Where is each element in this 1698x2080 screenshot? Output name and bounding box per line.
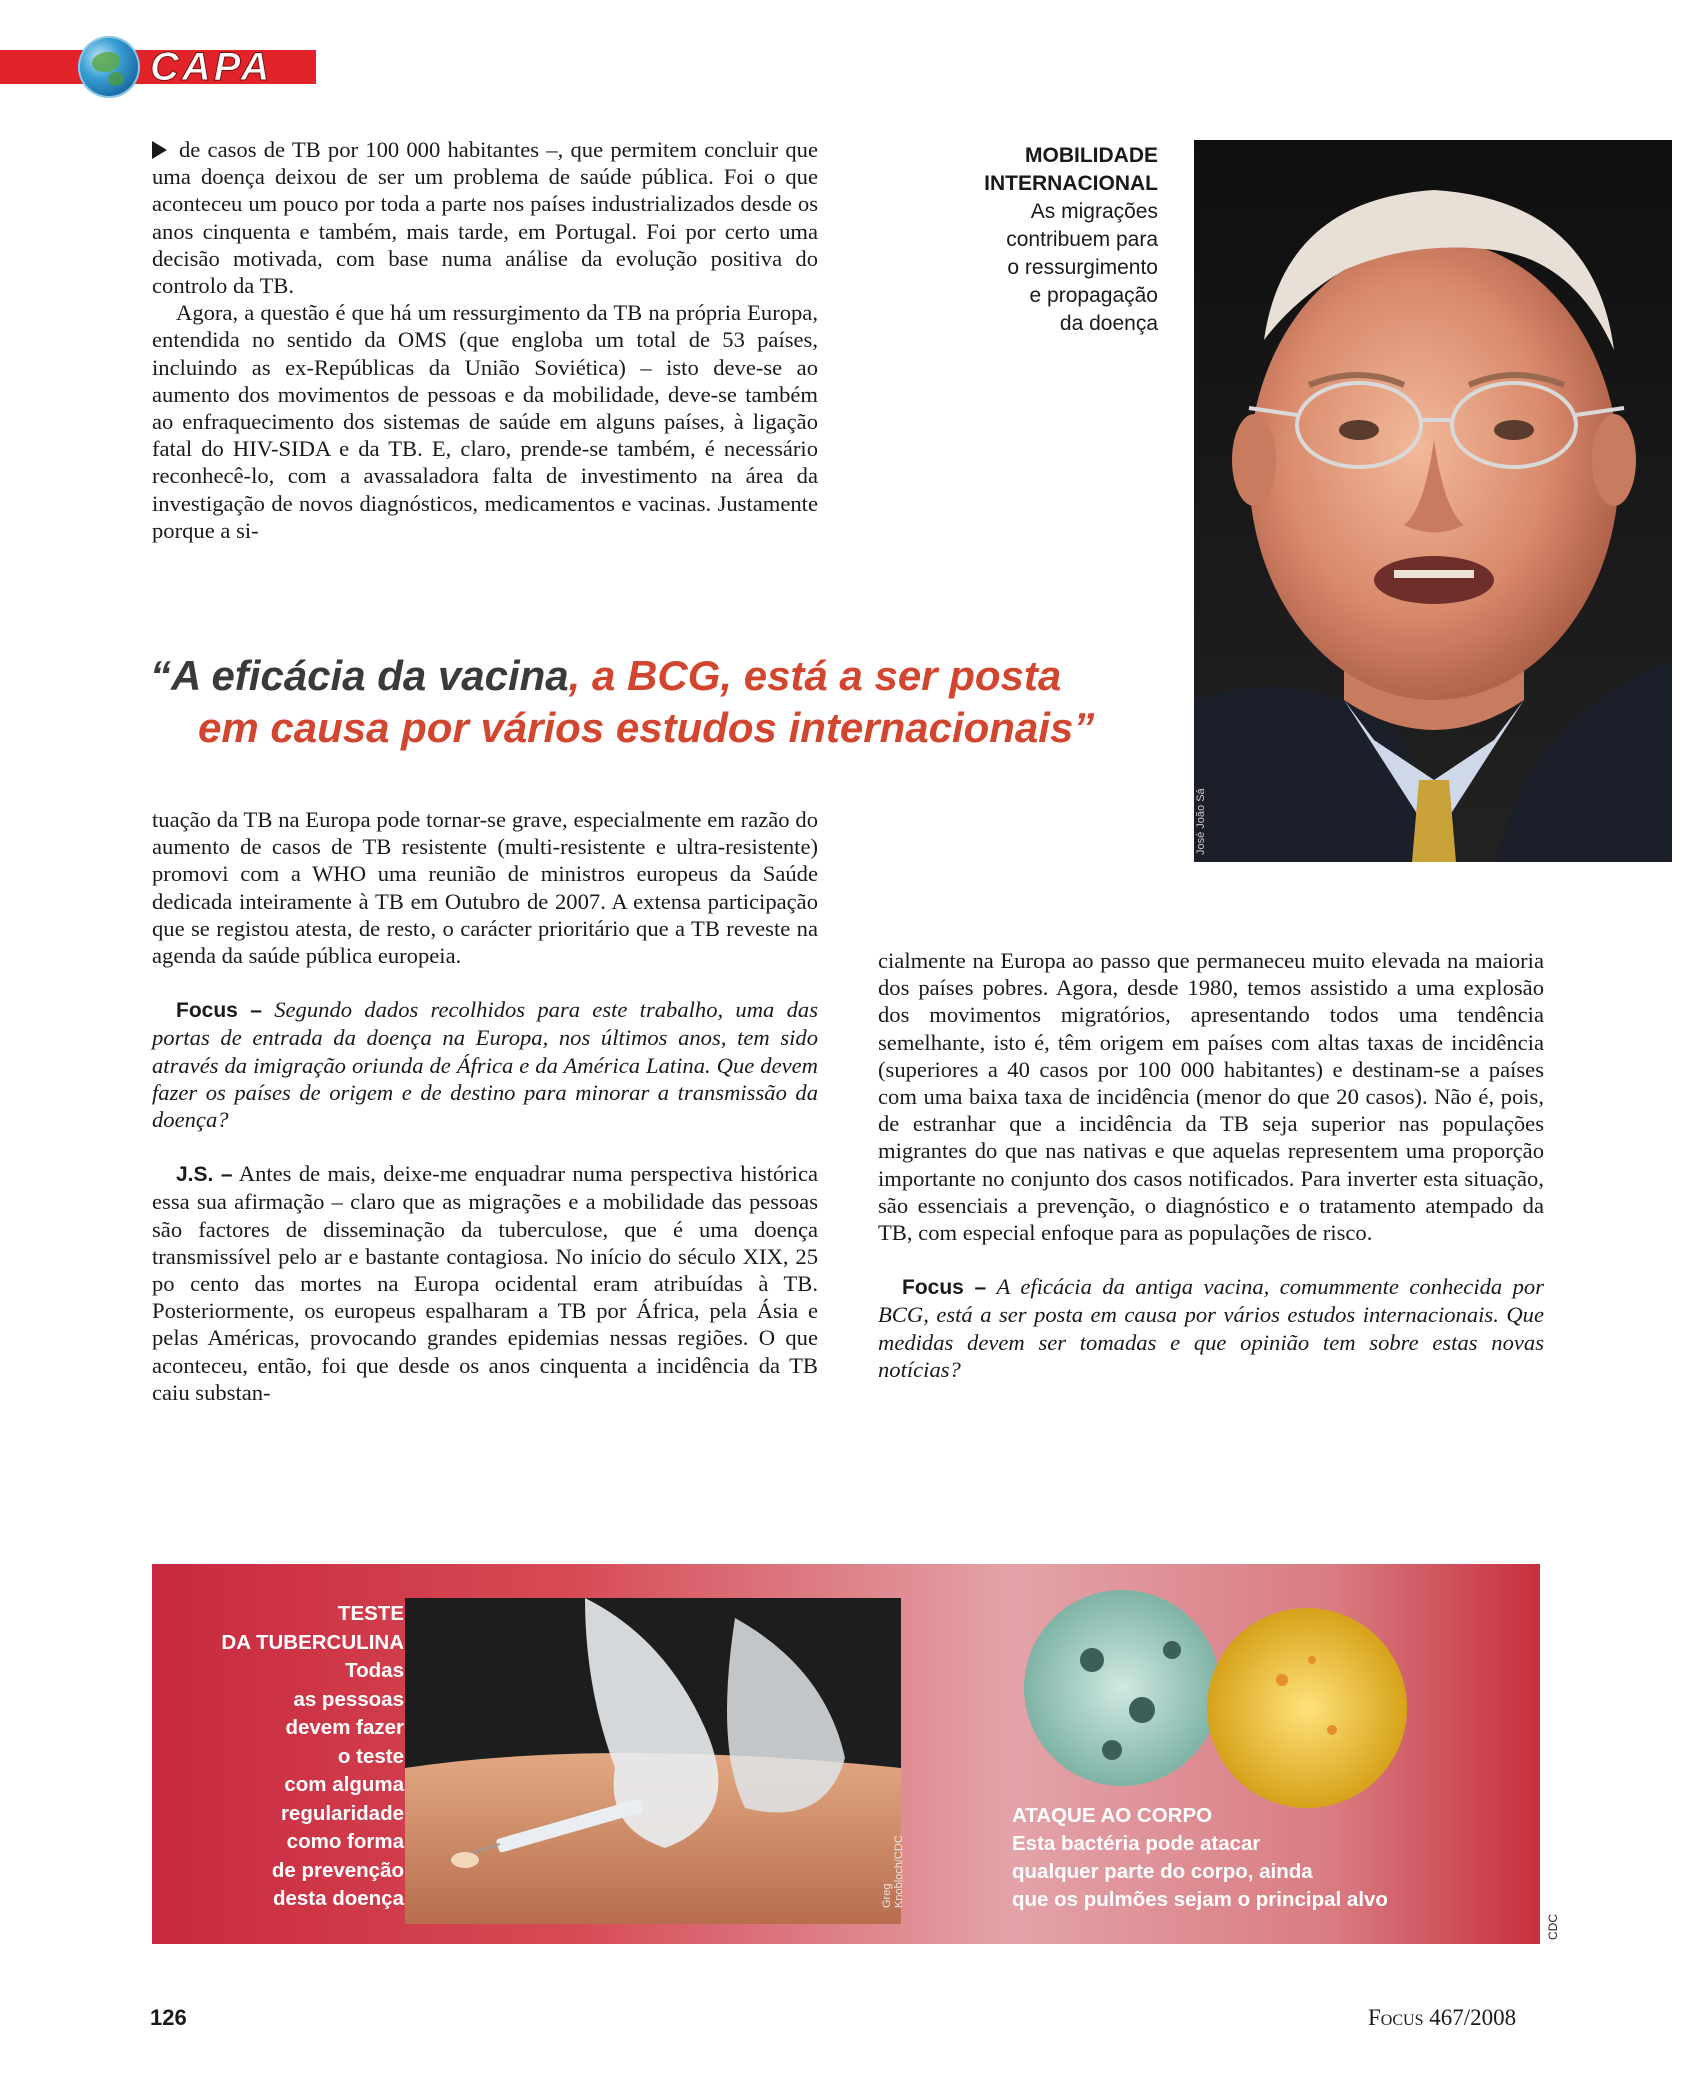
body-attack-line: que os pulmões sejam o principal alvo xyxy=(1012,1888,1388,1911)
body-attack-line: Esta bactéria pode atacar xyxy=(1012,1832,1261,1855)
left-column xyxy=(152,806,818,1406)
caption-line: contribuem para xyxy=(1006,228,1158,251)
intro-paragraph-1: de casos de TB por 100 000 habitantes –, que permitem concluir que uma doença deixou de ser um problema de saúde pública. Foi o que aconteceu um pouco por toda a parte nos países industrializados desde os anos cinquenta e também, mais tarde, em Portugal. Foi por certo uma decisão motivada, com base numa análise da evolução positiva do controlo da TB. xyxy=(152,137,818,299)
section-title: CAPA xyxy=(150,45,273,89)
question-2 xyxy=(878,1273,1544,1383)
tuberculin-line: regularidade xyxy=(280,1801,404,1825)
microscope-credit: CDC xyxy=(1546,1914,1560,1940)
left-paragraph-1: tuação da TB na Europa pode tornar-se grave, especialmente em razão do aumento de casos de TB resistente (multi-resistente e ultra-resistente) promovi com a WHO uma reunião de ministros europeus da Saúde dedicada inteiramente à TB em Outubro de 2007. A extensa participação que se registou atesta, de resto, o carácter prioritário que a TB reveste na agenda da saúde pública europeia. xyxy=(152,807,818,969)
caption-title-1: MOBILIDADE xyxy=(1025,144,1158,167)
answer-text: Antes de mais, deixe-me enquadrar numa perspectiva histórica essa sua afirmação – claro que as migrações e a mobilidade das pessoas são factores de disseminação da tuberculose, que é uma doença transmissível pelo ar e bastante contagiosa. No início do século XIX, 25 po cento das mortes na Europa ocidental eram atribuídas à TB. Posteriormente, os europeus espalharam a TB por África, pela Ásia e pelas Américas, provocando grandes epidemias nessas regiões. O que aconteceu, então, foi que desde os anos cinquenta a incidência da TB caiu substan- xyxy=(152,1161,819,1405)
tuberculin-title-1: TESTE xyxy=(337,1602,404,1625)
injection-photo-credit: Greg Knobloch/CDC xyxy=(881,1835,905,1908)
caption-line: As migrações xyxy=(1030,200,1158,223)
answer-1 xyxy=(152,1160,818,1406)
magazine-footer xyxy=(1368,2005,1516,2031)
answer-lead: J.S. – xyxy=(176,1163,233,1187)
body-attack-title: ATAQUE AO CORPO xyxy=(1012,1804,1213,1827)
injection-illustration xyxy=(405,1598,901,1924)
pull-quote-line2: em causa por vários estudos internacionais” xyxy=(198,704,1095,751)
question-1 xyxy=(152,996,818,1133)
magazine-name: Focus xyxy=(1368,2005,1424,2030)
pull-quote-part-dark: “A eficácia da vacina xyxy=(150,652,569,699)
body-attack-line: qualquer parte do corpo, ainda xyxy=(1012,1860,1313,1883)
tuberculin-line: como forma xyxy=(286,1830,404,1853)
caption-title-2: INTERNACIONAL xyxy=(984,172,1158,195)
tuberculin-line: devem fazer xyxy=(285,1716,404,1739)
question-text: A eficácia da antiga vacina, comummente conhecida por BCG, está a ser posta em causa por vários estudos internacionais. Que medidas devem ser tomadas e que opinião tem sobre estas novas notícias? xyxy=(878,1274,1544,1382)
right-paragraph-1: cialmente na Europa ao passo que permaneceu muito elevada na maioria dos países pobres. Agora, desde 1980, temos assistido a uma explosão dos movimentos migratórios, apresentando todos uma tendência semelhante, isto é, têm origem em países com altas taxas de incidência (superiores a 40 casos por 100 000 habitantes) e destinam-se a países com uma baixa taxa de incidência (menor do que 20 casos). Não é, pois, de estranhar que a incidência da TB seja superior nas populações migrantes do que nas nativas e que aquelas representem uma proporção importante no conjunto dos casos notificados. Para inverter esta situação, são essenciais a prevenção, o diagnóstico e o tratamento atempado da TB, com especial enfoque para as populações de risco. xyxy=(878,948,1544,1246)
tuberculin-caption xyxy=(172,1600,404,1914)
intro-paragraph-2: Agora, a questão é que há um ressurgimento da TB na própria Europa, entendida no sentido da OMS (que engloba um total de 53 países, incluindo as ex-Repúblicas da União Soviética) – isto deve-se ao aumento dos movimentos de pessoas e da mobilidade, deve-se também ao enfraquecimento dos sistemas de saúde em alguns países, à ligação fatal do HIV-SIDA e da TB. E, claro, prende-se também, é necessário reconhecê-lo, com a avassaladora falta de investimento na área da investigação de novos diagnósticos, medicamentos e vacinas. Justamente porque a si- xyxy=(152,300,818,543)
tuberculin-title-2: DA TUBERCULINA xyxy=(221,1630,404,1654)
caption-line: e propagação xyxy=(1029,284,1158,307)
caption-line: o ressurgimento xyxy=(1007,256,1158,279)
photo-credit: José João Sá xyxy=(1195,788,1207,855)
tuberculin-line: de prevenção xyxy=(271,1858,404,1882)
portrait-photo xyxy=(1194,140,1672,862)
globe-icon xyxy=(78,36,140,98)
tuberculin-line: com alguma xyxy=(284,1773,404,1796)
page-number: 126 xyxy=(150,2005,187,2030)
question-text: Segundo dados recolhidos para este trabalho, uma das portas de entrada da doença na Europa, nos últimos anos, tem sido através da imigração oriunda de África e da América Latina. Que devem fazer os países de origem e de destino para minorar a transmissão da doença? xyxy=(152,997,818,1133)
body-attack-caption xyxy=(1012,1802,1432,1914)
info-box xyxy=(152,1564,1560,1944)
right-column xyxy=(878,947,1544,1383)
portrait-illustration xyxy=(1194,140,1672,862)
continuation-arrow-icon xyxy=(152,141,167,159)
pull-quote xyxy=(150,650,1150,754)
question-lead: Focus – xyxy=(902,1276,987,1300)
pull-quote-part-red: , a BCG, está a ser posta xyxy=(568,652,1062,699)
intro-column xyxy=(152,136,818,544)
tuberculin-line: as pessoas xyxy=(293,1687,404,1711)
microscope-images xyxy=(1022,1580,1412,1830)
tuberculin-line: Todas xyxy=(345,1659,404,1682)
tuberculin-line: o teste xyxy=(337,1744,404,1768)
tuberculin-line: desta doença xyxy=(272,1887,404,1910)
question-lead: Focus – xyxy=(176,999,262,1023)
issue-number: 467/2008 xyxy=(1429,2005,1517,2030)
injection-photo xyxy=(405,1598,905,1924)
caption-line: da doença xyxy=(1059,312,1158,335)
photo-caption xyxy=(960,142,1158,338)
